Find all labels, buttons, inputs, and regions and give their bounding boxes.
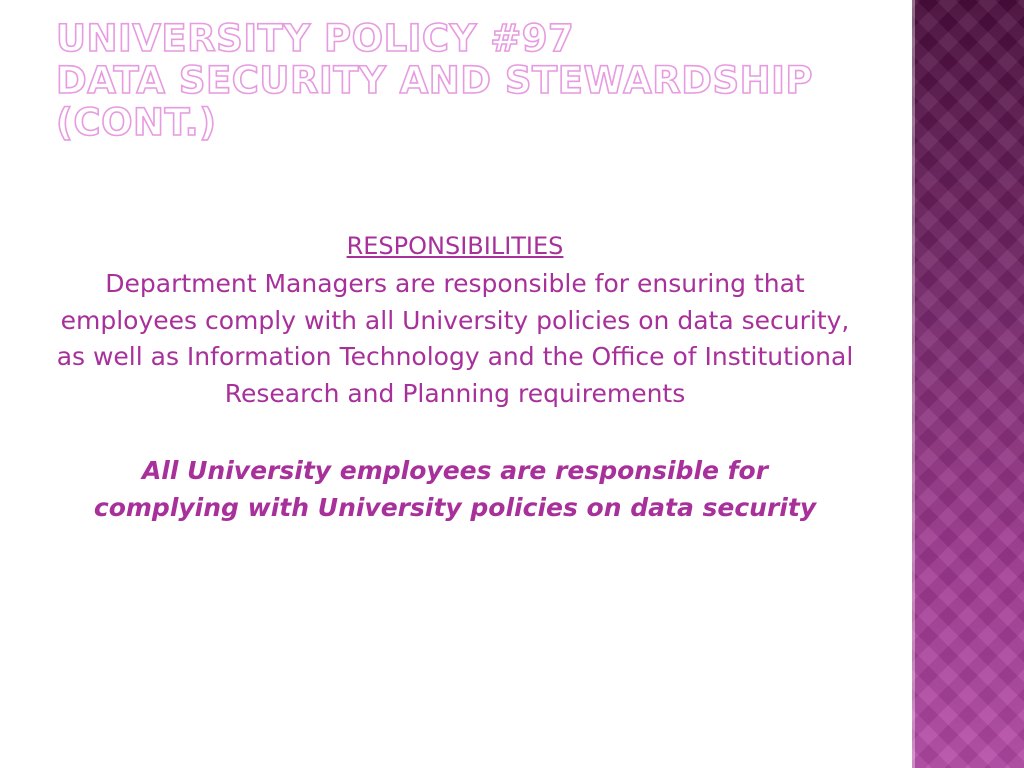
side-panel-edge bbox=[912, 0, 915, 768]
slide-body bbox=[40, 228, 870, 526]
title-line-2: DATA SECURITY AND STEWARDSHIP bbox=[56, 59, 813, 102]
managers-paragraph: Department Managers are responsible for ensuring that employees comply with all University policies on data security, as well as Information Technology and the Office of Institutional Research and Planning requirements bbox=[56, 269, 854, 408]
title-line-3: (CONT.) bbox=[56, 101, 217, 144]
responsibilities-heading: RESPONSIBILITIES bbox=[346, 232, 564, 260]
employees-paragraph: All University employees are responsible for complying with University policies on data security bbox=[93, 456, 817, 522]
slide-title bbox=[56, 18, 896, 144]
decorative-side-panel bbox=[912, 0, 1024, 768]
title-line-1: UNIVERSITY POLICY #97 bbox=[56, 17, 575, 60]
